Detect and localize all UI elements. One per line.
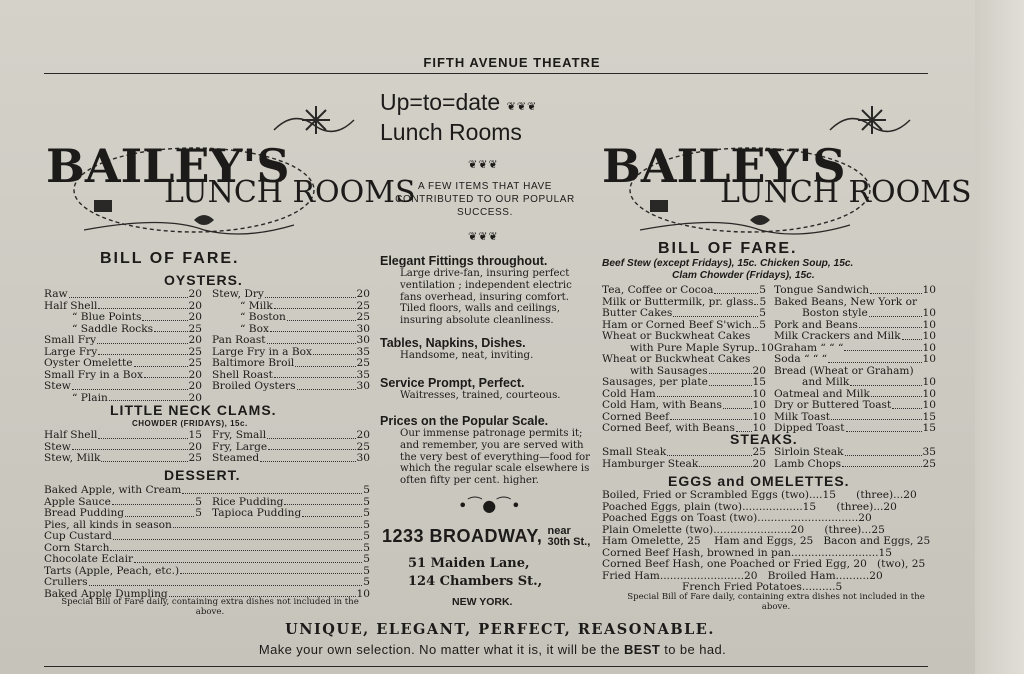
menu-item-price: 20 [188, 440, 202, 453]
ornament-icon: •⁀●⁀• [458, 496, 522, 515]
menu-item-name: Tea, Coffee or Cocoa [602, 284, 714, 296]
right-specials-1: Beef Stew (except Fridays), 15c. Chicken Soup, 15c. [602, 258, 854, 269]
header-rule [44, 73, 928, 74]
menu-item-name: Half Shell [44, 429, 98, 441]
menu-item-price: 5 [759, 318, 766, 331]
menu-item [44, 566, 370, 578]
menu-item-price: 5 [363, 576, 370, 588]
menu-item-name: Baked Beans, New York or [774, 295, 918, 308]
menu-item-name: Steamed [212, 452, 260, 464]
menu-item-name: Hamburger Steak [602, 457, 699, 470]
menu-item [212, 312, 370, 324]
menu-item-name: Broiled Oysters [212, 380, 296, 392]
steaks-title: STEAKS. [730, 431, 798, 447]
menu-item [602, 331, 766, 343]
left-bill-title: BILL OF FARE. [100, 250, 240, 267]
menu-item-price: 5 [759, 307, 766, 319]
steaks-list-1 [602, 447, 766, 470]
menu-item-name: Wheat or Buckwheat Cakes [602, 330, 751, 342]
right-bill-title: BILL OF FARE. [658, 240, 798, 257]
menu-item-name: Half Shell [44, 299, 98, 312]
menu-item-price: 35 [356, 345, 370, 358]
logo-left [44, 90, 416, 240]
menu-item [44, 381, 202, 393]
menu-item-price: 25 [356, 357, 370, 369]
menu-item-name: “ Saddle Rocks [72, 322, 154, 335]
menu-item [212, 430, 370, 442]
menu-item-name: Lamb Chops [774, 457, 842, 470]
dessert-title: DESSERT. [164, 467, 241, 483]
menu-item [44, 289, 202, 301]
menu-item-name: Tongue Sandwich [774, 284, 870, 296]
menu-item-name: Large Fry [44, 345, 98, 358]
footer-rule [44, 666, 928, 667]
menu-item-price: 35 [356, 368, 370, 381]
menu-item-price: 5 [363, 518, 370, 531]
menu-item [602, 447, 766, 459]
paper-edge [975, 0, 1024, 674]
middle-title-2: Lunch Rooms [380, 119, 522, 145]
menu-item-price: 10 [922, 318, 936, 331]
right-list-2 [774, 285, 936, 435]
menu-item [44, 577, 370, 589]
menu-item-name: Milk Toast [774, 410, 831, 423]
menu-item-name: Corned Beef, with Beans [602, 422, 735, 434]
logo-left-line2: LUNCH ROOMS [164, 175, 416, 210]
menu-item-name: Cold Ham, with Beans [602, 399, 722, 411]
menu-item-price: 5 [759, 284, 766, 296]
menu-item-price: 10 [922, 353, 936, 365]
middle-section-4: Prices on the Popular Scale. Our immense patronage permits it; and remember, you are served with the very best of everything—food for which the regular scale elsewhere is often fifty per cent. higher. [380, 414, 591, 487]
middle-title-1: Up=to=date ❦❦❦ [380, 89, 538, 115]
menu-item-name: Cold Ham [602, 387, 656, 400]
clams-subtitle: CHOWDER (FRIDAYS), 15c. [132, 419, 248, 428]
menu-item [774, 447, 936, 459]
logo-left-line1: BAILEY'S [46, 139, 290, 193]
menu-item-price: 10 [752, 410, 766, 423]
menu-item [774, 459, 936, 471]
dessert-list-2 [212, 497, 370, 520]
menu-item-price: 10 [752, 422, 766, 434]
menu-item-name: Rice Pudding [212, 495, 284, 508]
menu-item-name: Fry, Large [212, 440, 268, 453]
menu-item-price: 25 [356, 299, 370, 312]
menu-item [602, 400, 766, 412]
menu-item-price: 5 [363, 507, 370, 519]
menu-item-price: 25 [356, 440, 370, 453]
menu-item [44, 554, 370, 566]
menu-item-price: 10 [922, 376, 936, 388]
address-city: NEW YORK. [452, 596, 513, 608]
menu-item [212, 453, 370, 465]
middle-section-1: Elegant Fittings throughout. Large drive-fan, insuring perfect ventilation ; independent electric fans overhead, insuring comfort. Tiled floors, walls and ceilings, insuring absolute cleanliness. [380, 254, 572, 327]
menu-item-price: 20 [752, 364, 766, 377]
menu-item-name: Tarts (Apple, Peach, etc.) [44, 564, 180, 577]
menu-item-price: 25 [188, 357, 202, 369]
menu-item [774, 377, 936, 389]
right-specials-2: Clam Chowder (Fridays), 15c. [672, 270, 815, 281]
ornament-icon: ❦❦❦ [468, 230, 499, 243]
menu-item [602, 377, 766, 389]
menu-item-name: Pies, all kinds in season [44, 518, 172, 531]
menu-item-name: Milk or Buttermilk, pr. glass [602, 295, 754, 308]
right-list-1 [602, 284, 774, 435]
menu-item-price: 15 [922, 410, 936, 423]
menu-item-name: Cup Custard [44, 530, 112, 542]
oysters-title: OYSTERS. [164, 272, 243, 288]
menu-item-price: 10 [922, 341, 936, 354]
menu-item-name: Large Fry in a Box [212, 345, 312, 358]
address-3: 124 Chambers St., [408, 574, 543, 589]
ornament-icon: ❦❦❦ [506, 101, 538, 113]
menu-item [774, 366, 936, 378]
menu-item-name: Stew, Milk [44, 452, 101, 464]
menu-item [602, 354, 766, 366]
menu-item [44, 358, 202, 370]
menu-item-price: 5 [759, 295, 767, 308]
menu-item-price: 20 [188, 334, 202, 346]
menu-item [212, 508, 370, 520]
menu-item-price: 10 [752, 399, 766, 411]
menu-item-name: Small Fry [44, 334, 97, 346]
eggs-title: EGGS and OMELETTES. [668, 473, 850, 489]
menu-item-price: 10 [922, 399, 936, 411]
menu-item [212, 381, 370, 393]
menu-item-name: Bread (Wheat or Graham) [774, 364, 914, 377]
menu-item-name: “ Plain [72, 391, 108, 404]
menu-item-name: Chocolate Eclair [44, 553, 134, 565]
menu-item-price: 30 [356, 380, 370, 392]
menu-item-name: Graham “ “ “ [774, 341, 844, 354]
menu-item [44, 453, 202, 465]
menu-item-price: 20 [356, 288, 370, 300]
menu-item-name: with Pure Maple Syrup [630, 341, 755, 354]
menu-item [44, 531, 370, 543]
logo-right-line1: BAILEY'S [602, 139, 846, 193]
menu-item-name: Butter Cakes [602, 307, 673, 319]
menu-item-name: Stew [44, 380, 71, 392]
menu-item-name: Corn Starch [44, 541, 110, 554]
menu-item [774, 354, 936, 366]
menu-item-price: 10 [760, 341, 774, 354]
menu-item-price: 20 [752, 457, 766, 470]
menu-item-name: Small Fry in a Box [44, 368, 143, 381]
menu-item-name: Small Steak [602, 446, 667, 458]
menu-item-name: Apple Sauce [44, 495, 111, 508]
menu-item-price: 10 [922, 284, 936, 296]
menu-item-price: 20 [188, 288, 202, 300]
menu-item-name: Oatmeal and Milk [774, 387, 870, 400]
steaks-list-2 [774, 447, 936, 470]
menu-item-name: Boston style [802, 307, 868, 319]
menu-item-name: Bread Pudding [44, 507, 125, 519]
menu-item-price: 5 [363, 530, 370, 542]
menu-item [774, 423, 936, 435]
menu-item-price: 5 [363, 541, 370, 554]
menu-item [774, 400, 936, 412]
menu-item [602, 308, 766, 320]
clams-list-2 [212, 430, 370, 465]
menu-item-price: 5 [195, 495, 202, 508]
menu-item-name: Crullers [44, 576, 88, 588]
menu-item-price: 10 [356, 587, 370, 600]
menu-item [44, 430, 202, 442]
address-2: 51 Maiden Lane, [408, 556, 530, 571]
menu-item-name: Fry, Small [212, 429, 267, 441]
footer-slogan: UNIQUE, ELEGANT, PERFECT, REASONABLE. [285, 621, 715, 638]
menu-item-price: 25 [922, 457, 936, 470]
logo-right-line2: LUNCH ROOMS [720, 175, 972, 210]
menu-item [602, 459, 766, 471]
middle-intro: A FEW ITEMS THAT HAVE CONTRIBUTED TO OUR POPULAR SUCCESS. [395, 181, 575, 218]
menu-item-name: Pan Roast [212, 334, 266, 346]
menu-item-name: Oyster Omelette [44, 357, 133, 369]
menu-item-price: 10 [752, 387, 766, 400]
middle-section-3: Service Prompt, Perfect. Waitresses, trained, courteous. [380, 376, 561, 401]
menu-item-price: 5 [195, 507, 202, 519]
right-note: Special Bill of Fare daily, containing extra dishes not included in the above. [627, 592, 925, 612]
menu-item-price: 15 [752, 376, 766, 388]
menu-item-name: Soda “ “ “ [774, 353, 828, 365]
menu-item-price: 30 [356, 452, 370, 464]
menu-item [602, 285, 766, 297]
menu-item-name: Corned Beef [602, 410, 670, 423]
menu-item [212, 289, 370, 301]
menu-item-price: 20 [356, 429, 370, 441]
page-header: FIFTH AVENUE THEATRE [423, 55, 601, 70]
menu-item-name: “ Boston [240, 311, 286, 323]
footer-line: Make your own selection. No matter what it is, it will be the BEST to be had. [258, 642, 727, 657]
menu-item-price: 10 [922, 330, 936, 342]
menu-item-name: Shell Roast [212, 368, 273, 381]
menu-item-name: with Sausages [630, 364, 708, 377]
dessert-list-1 [44, 497, 202, 520]
menu-item-price: 25 [356, 311, 370, 323]
menu-item-name: “ Milk [240, 299, 273, 312]
ornament-icon: ❦❦❦ [468, 158, 499, 171]
dessert-list-full [44, 520, 370, 601]
menu-item-price: 5 [363, 553, 370, 565]
menu-item [774, 308, 936, 320]
dessert-first-row: Baked Apple, with Cream 5 [44, 484, 370, 496]
menu-item [774, 331, 936, 343]
menu-item-name: “ Blue Points [72, 311, 142, 323]
menu-item [212, 358, 370, 370]
menu-item [44, 335, 202, 347]
logo-right [600, 90, 972, 240]
menu-item-name: Dipped Toast [774, 422, 845, 434]
menu-item [44, 508, 202, 520]
menu-item-price: 30 [356, 334, 370, 346]
menu-item-name: Baltimore Broil [212, 357, 295, 369]
menu-item-price: 20 [188, 368, 202, 381]
menu-item-name: Wheat or Buckwheat Cakes [602, 353, 751, 365]
menu-item-name: “ Box [240, 322, 269, 335]
menu-item-price: 15 [188, 429, 202, 441]
menu-item-name: Sirloin Steak [774, 446, 844, 458]
oysters-list-1 [44, 289, 202, 404]
menu-item-name: Raw [44, 288, 68, 300]
menu-item-price: 25 [188, 322, 202, 335]
menu-item-price: 15 [922, 422, 936, 434]
menu-item [212, 335, 370, 347]
menu-item-price: 20 [188, 380, 202, 392]
menu-item-name: Dry or Buttered Toast [774, 399, 892, 411]
menu-item-name: Tapioca Pudding [212, 507, 302, 519]
menu-item-price: 5 [363, 564, 370, 577]
middle-section-2: Tables, Napkins, Dishes. Handsome, neat, inviting. [380, 336, 534, 361]
menu-item-name: Pork and Beans [774, 318, 858, 331]
left-note: Special Bill of Fare daily, containing extra dishes not included in the above. [61, 597, 359, 617]
menu-item-name: Sausages, per plate [602, 376, 708, 388]
menu-item-price: 5 [363, 495, 370, 508]
oysters-list-2 [212, 289, 370, 393]
menu-item [44, 312, 202, 324]
menu-item-name: Stew [44, 440, 71, 453]
menu-item-name: Baked Apple Dumpling [44, 587, 168, 600]
menu-item-name: Stew, Dry [212, 288, 264, 300]
menu-item [774, 285, 936, 297]
menu-item [212, 301, 370, 313]
menu-item-name: and Milk [802, 376, 850, 388]
eggs-list: Boiled, Fried or Scrambled Eggs (two)....15 (three)...20 Poached Eggs, plain (two)..................15 (three)...20 Poached Eggs on Toast (two)..............................20 Plain Omelette (two).......................20 (three)...25 Ham Omelette, 25 Ham and Eggs, 25 Bacon and Eggs, 25 Corned Beef Hash, browned in pan..........................15 Corned Beef Hash, one Poached or Fried Egg, 20 (two), 25 Fried Ham.........................20 Broiled Ham..........20 French Fried Potatoes..........5 [602, 489, 931, 593]
clams-title: LITTLE NECK CLAMS. [110, 402, 277, 418]
menu-item-price: 25 [752, 446, 766, 458]
menu-item-name: Milk Crackers and Milk [774, 330, 901, 342]
menu-item-price: 25 [188, 345, 202, 358]
menu-item-price: 10 [922, 307, 936, 319]
menu-item-price: 30 [356, 322, 370, 335]
menu-item-price: 20 [188, 391, 202, 404]
menu-item-price: 25 [188, 452, 202, 464]
menu-item-price: 10 [922, 387, 936, 400]
menu-item-price: 20 [188, 299, 202, 312]
menu-item-price: 35 [922, 446, 936, 458]
clams-list-1 [44, 430, 202, 465]
address-main: 1233 BROADWAY, near 30th St., [382, 525, 591, 548]
menu-item-name: Ham or Corned Beef S'wich [602, 318, 752, 331]
menu-item-price: 20 [188, 311, 202, 323]
